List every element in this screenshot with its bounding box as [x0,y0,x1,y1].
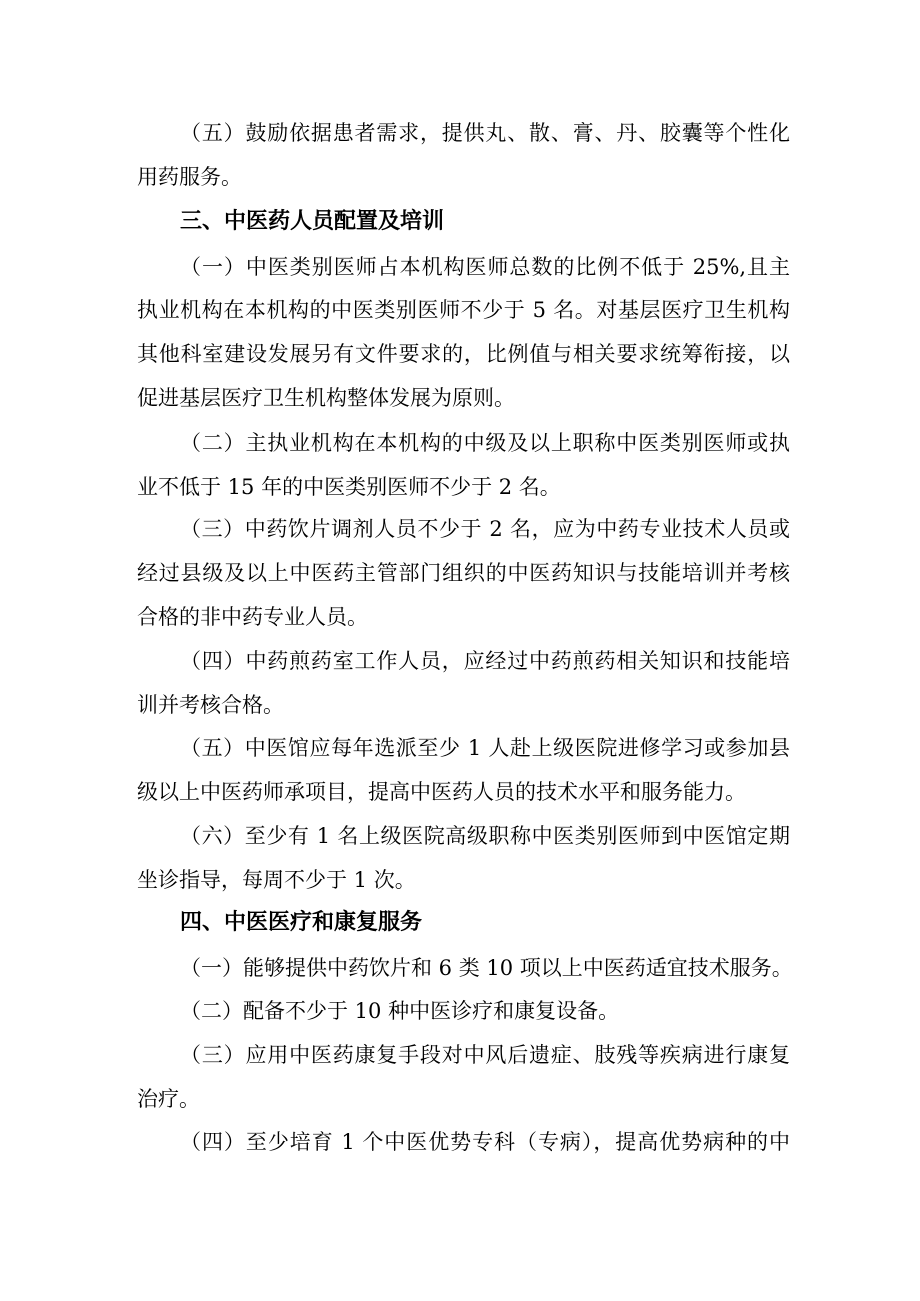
paragraph-line [0,1122,920,1162]
paragraph-line [0,816,920,856]
paragraph-text: （五）中医馆应每年选派至少 1 人赴上级医院进修学习或参加县 [180,736,790,760]
paragraph-line [0,157,920,197]
paragraph-text: （一）能够提供中药饮片和 6 类 10 项以上中医药适宜技术服务。 [180,956,793,980]
paragraph-line [0,728,920,768]
paragraph-text: 促进基层医疗卫生机构整体发展为原则。 [137,386,515,410]
section-heading-text: 三、中医药人员配置及培训 [180,209,445,234]
paragraph-line [0,509,920,549]
section-heading-text: 四、中医医疗和康复服务 [180,910,423,935]
section-heading [0,202,920,242]
paragraph-text: （四）中药煎药室工作人员，应经过中药煎药相关知识和技能培 [180,649,790,673]
section-heading [0,903,920,943]
paragraph-line [0,772,920,812]
paragraph-text: 训并考核合格。 [137,693,284,717]
paragraph-text: 合格的非中药专业人员。 [137,605,368,629]
paragraph-text: 业不低于 15 年的中医类别医师不少于 2 名。 [137,475,561,499]
paragraph-line [0,378,920,418]
paragraph-line [0,553,920,593]
paragraph-line [0,860,920,900]
paragraph-line [0,685,920,725]
paragraph-text: （四）至少培育 1 个中医优势专科（专病），提高优势病种的中 [180,1130,790,1154]
paragraph-text: 治疗。 [137,1087,200,1111]
paragraph-line [0,641,920,681]
paragraph-text: （六）至少有 1 名上级医院高级职称中医类别医师到中医馆定期 [180,824,790,848]
paragraph-line [0,1035,920,1075]
paragraph-text: 坐诊指导，每周不少于 1 次。 [137,868,416,892]
paragraph-line [0,948,920,988]
paragraph-line [0,423,920,463]
paragraph-line [0,334,920,374]
paragraph-text: （三）应用中医药康复手段对中风后遗症、肢残等疾病进行康复 [180,1043,790,1067]
paragraph-text: 执业机构在本机构的中医类别医师不少于 5 名。对基层医疗卫生机构 [137,298,790,322]
paragraph-text: （二）主执业机构在本机构的中级及以上职称中医类别医师或执 [180,431,790,455]
paragraph-line [0,467,920,507]
paragraph-text: （三）中药饮片调剂人员不少于 2 名，应为中药专业技术人员或 [180,517,790,541]
paragraph-text: （二）配备不少于 10 种中医诊疗和康复设备。 [180,999,620,1023]
paragraph-text: 其他科室建设发展另有文件要求的，比例值与相关要求统筹衔接，以 [137,342,790,366]
paragraph-line [0,290,920,330]
paragraph-text: （一）中医类别医师占本机构医师总数的比例不低于 25%,且主 [180,255,790,279]
paragraph-text: 级以上中医药师承项目，提高中医药人员的技术水平和服务能力。 [137,780,746,804]
paragraph-line [0,1079,920,1119]
paragraph-line [0,597,920,637]
paragraph-text: 用药服务。 [137,165,242,189]
paragraph-line [0,247,920,287]
paragraph-text: 经过县级及以上中医药主管部门组织的中医药知识与技能培训并考核 [137,561,790,585]
paragraph-line [0,113,920,153]
paragraph-text: （五）鼓励依据患者需求，提供丸、散、膏、丹、胶囊等个性化 [180,121,790,145]
paragraph-line [0,991,920,1031]
